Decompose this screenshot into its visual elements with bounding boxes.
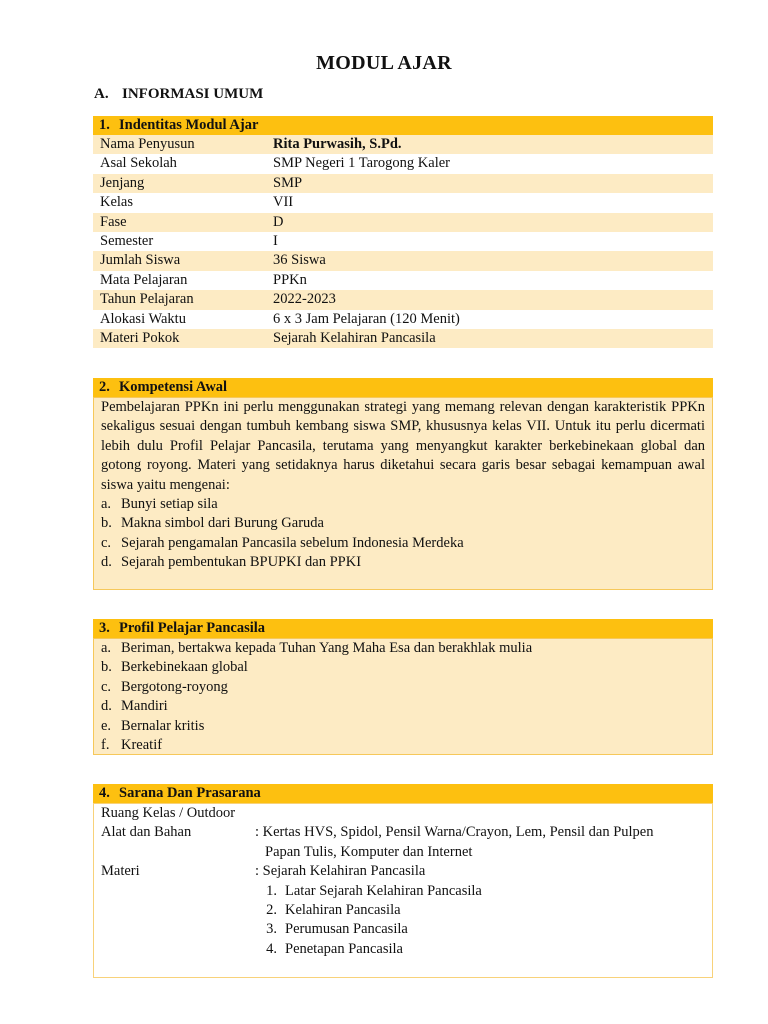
identitas-key: Semester	[100, 232, 154, 249]
materi-item	[94, 882, 712, 901]
section-heading	[94, 86, 263, 103]
identitas-value: PPKn	[273, 271, 307, 288]
identitas-key: Alokasi Waktu	[100, 310, 186, 327]
identitas-key: Jenjang	[100, 174, 145, 191]
identitas-value: Sejarah Kelahiran Pancasila	[273, 329, 436, 346]
materi-item	[94, 920, 712, 939]
profil-list	[94, 639, 712, 755]
sarana-box	[93, 784, 713, 978]
list-item	[94, 495, 712, 514]
sarana-ruang	[94, 804, 712, 823]
section-number: A.	[94, 86, 109, 102]
list-marker: c.	[101, 678, 112, 695]
profil-number: 3.	[99, 620, 110, 636]
identitas-key: Fase	[100, 213, 127, 230]
identitas-value: I	[273, 232, 278, 249]
identitas-row	[93, 290, 713, 309]
list-text: Sejarah pembentukan BPUPKI dan PPKI	[121, 554, 362, 571]
identitas-row	[93, 193, 713, 212]
profil-header	[93, 619, 713, 638]
identitas-header	[93, 116, 713, 135]
list-marker: c.	[101, 534, 112, 551]
identitas-value: Rita Purwasih, S.Pd.	[273, 136, 402, 152]
profil-heading: Profil Pelajar Pancasila	[119, 620, 266, 636]
identitas-value: SMP	[273, 174, 303, 191]
kompetensi-number: 2.	[99, 379, 110, 395]
identitas-heading: Indentitas Modul Ajar	[119, 117, 259, 133]
identitas-value: D	[273, 213, 284, 230]
materi-text: Perumusan Pancasila	[285, 921, 408, 938]
list-text: Bergotong-royong	[121, 678, 228, 695]
materi-list	[94, 882, 712, 960]
list-marker: e.	[101, 717, 112, 734]
sarana-alat-value: : Kertas HVS, Spidol, Pensil Warna/Crayon, Lem, Pensil dan Pulpen	[255, 824, 654, 841]
list-marker: d.	[101, 554, 112, 571]
list-text: Bunyi setiap sila	[121, 496, 218, 513]
identitas-key: Mata Pelajaran	[100, 271, 188, 288]
sarana-ruang-text: Ruang Kelas / Outdoor	[101, 805, 236, 821]
sarana-alat-key: Alat dan Bahan	[101, 824, 192, 841]
materi-text: Kelahiran Pancasila	[285, 902, 401, 919]
identitas-row	[93, 232, 713, 251]
materi-text: Penetapan Pancasila	[285, 940, 403, 957]
document-title: MODUL AJAR	[316, 52, 452, 74]
list-item	[94, 736, 712, 755]
list-marker: f.	[101, 737, 110, 754]
identitas-row	[93, 329, 713, 348]
profil-content	[93, 638, 713, 755]
sarana-header	[93, 784, 713, 803]
identitas-value: 2022-2023	[273, 291, 336, 308]
list-item	[94, 553, 712, 572]
list-marker: b.	[101, 515, 112, 532]
list-text: Beriman, bertakwa kepada Tuhan Yang Maha Esa dan berakhlak mulia	[121, 640, 533, 656]
materi-marker: 4.	[266, 940, 277, 957]
identitas-key: Nama Penyusun	[100, 136, 195, 152]
kompetensi-heading: Kompetensi Awal	[119, 379, 228, 395]
list-text: Makna simbol dari Burung Garuda	[121, 515, 324, 532]
list-marker: d.	[101, 698, 112, 715]
identitas-row	[93, 213, 713, 232]
list-text: Kreatif	[121, 737, 163, 754]
materi-item	[94, 940, 712, 959]
identitas-row	[93, 154, 713, 173]
sarana-heading: Sarana Dan Prasarana	[119, 785, 261, 801]
section-label: INFORMASI UMUM	[122, 86, 264, 102]
kompetensi-header	[93, 378, 713, 397]
list-text: Mandiri	[121, 698, 168, 715]
identitas-table	[93, 116, 713, 348]
materi-item	[94, 901, 712, 920]
kompetensi-paragraph: Pembelajaran PPKn ini perlu menggunakan strategi yang memang relevan dengan karakteristik PPKn sekaligus sesuai dengan tumbuh kembang siswa SMP, khususnya kelas VII. Untuk itu perlu dicermati lebih dulu Profil Pelajar Pancasila, terutama yang menyangkut karakter berkebinekaan global dan gotong royong. Materi yang setidaknya harus diketahui secara garis besar sebagai kemampuan awal siswa yaitu mengenai:	[101, 399, 705, 493]
sarana-alat-row2	[94, 843, 712, 862]
list-text: Bernalar kritis	[121, 717, 205, 734]
list-text: Sejarah pengamalan Pancasila sebelum Indonesia Merdeka	[121, 534, 464, 551]
identitas-key: Materi Pokok	[100, 329, 180, 346]
list-item	[94, 678, 712, 697]
identitas-key: Jumlah Siswa	[100, 252, 181, 269]
list-item	[94, 514, 712, 533]
identitas-number: 1.	[99, 117, 110, 133]
list-item	[94, 658, 712, 677]
list-item	[94, 697, 712, 716]
identitas-row	[93, 310, 713, 329]
list-item	[94, 639, 712, 658]
kompetensi-content	[93, 397, 713, 590]
profil-box	[93, 619, 713, 755]
kompetensi-box	[93, 378, 713, 590]
materi-marker: 1.	[266, 882, 277, 899]
list-marker: a.	[101, 640, 112, 656]
list-item	[94, 717, 712, 736]
sarana-materi-row	[94, 862, 712, 881]
identitas-key: Tahun Pelajaran	[100, 291, 194, 308]
list-marker: a.	[101, 496, 112, 513]
identitas-row	[93, 135, 713, 154]
identitas-row	[93, 251, 713, 270]
sarana-materi-value: : Sejarah Kelahiran Pancasila	[255, 863, 426, 880]
list-text: Berkebinekaan global	[121, 659, 248, 676]
kompetensi-list	[94, 495, 712, 573]
identitas-row	[93, 271, 713, 290]
sarana-materi-key: Materi	[101, 863, 140, 880]
sarana-alat-row	[94, 823, 712, 842]
sarana-number: 4.	[99, 785, 110, 801]
materi-marker: 3.	[266, 921, 277, 938]
list-marker: b.	[101, 659, 112, 676]
materi-marker: 2.	[266, 902, 277, 919]
identitas-row	[93, 174, 713, 193]
identitas-value: 6 x 3 Jam Pelajaran (120 Menit)	[273, 310, 460, 327]
identitas-key: Kelas	[100, 194, 134, 211]
identitas-rows	[93, 135, 713, 348]
identitas-value: VII	[273, 194, 294, 211]
list-item	[94, 534, 712, 553]
materi-text: Latar Sejarah Kelahiran Pancasila	[285, 882, 482, 899]
identitas-value: SMP Negeri 1 Tarogong Kaler	[273, 155, 450, 172]
identitas-key: Asal Sekolah	[100, 155, 177, 172]
sarana-alat-value2: Papan Tulis, Komputer dan Internet	[265, 843, 473, 860]
identitas-value: 36 Siswa	[273, 252, 326, 269]
sarana-content	[93, 803, 713, 978]
